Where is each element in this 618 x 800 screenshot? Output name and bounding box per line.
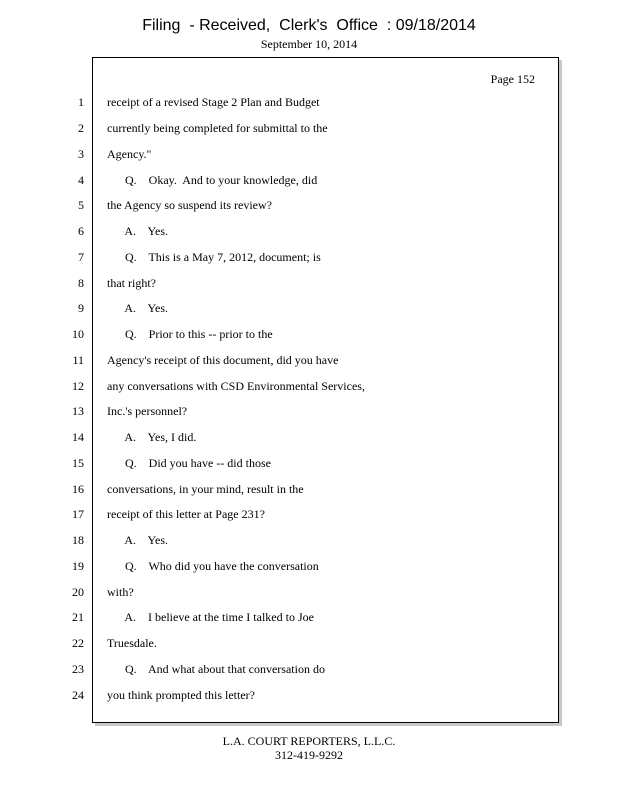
line-number: 14 bbox=[72, 430, 84, 444]
line-number: 19 bbox=[72, 559, 84, 573]
court-reporter-name: L.A. COURT REPORTERS, L.L.C. bbox=[222, 734, 396, 748]
line-text: currently being completed for submittal to the bbox=[107, 121, 328, 135]
line-number: 13 bbox=[72, 404, 84, 418]
line-number: 21 bbox=[72, 610, 84, 624]
line-text: A. Yes. bbox=[107, 533, 169, 547]
line-text: the Agency so suspend its review? bbox=[107, 198, 272, 212]
line-text: Q. This is a May 7, 2012, document; is bbox=[107, 250, 321, 264]
line-number: 9 bbox=[78, 301, 84, 315]
filing-stamp: Filing - Received, Clerk's Office : 09/18/2014 bbox=[142, 17, 476, 34]
line-text: any conversations with CSD Environmental Services, bbox=[107, 379, 365, 393]
line-number: 6 bbox=[78, 224, 84, 238]
line-number: 23 bbox=[72, 662, 84, 676]
line-text: Q. And what about that conversation do bbox=[107, 662, 325, 676]
line-text: Truesdale. bbox=[107, 636, 157, 650]
line-text: A. Yes. bbox=[107, 224, 169, 238]
line-number: 18 bbox=[72, 533, 84, 547]
deposition-date: September 10, 2014 bbox=[260, 37, 358, 51]
line-text: with? bbox=[107, 585, 134, 599]
line-number: 12 bbox=[72, 379, 84, 393]
line-number: 16 bbox=[72, 482, 84, 496]
line-text: that right? bbox=[107, 276, 156, 290]
line-number: 5 bbox=[78, 198, 84, 212]
line-number: 2 bbox=[78, 121, 84, 135]
line-text: Q. Okay. And to your knowledge, did bbox=[107, 173, 318, 187]
line-text: Agency." bbox=[107, 147, 152, 161]
line-number: 24 bbox=[72, 688, 84, 702]
page-number: Page 152 bbox=[490, 72, 535, 86]
line-text: Agency's receipt of this document, did you have bbox=[107, 353, 339, 367]
line-number: 20 bbox=[72, 585, 84, 599]
line-number: 10 bbox=[72, 327, 84, 341]
line-number: 15 bbox=[72, 456, 84, 470]
line-number: 22 bbox=[72, 636, 84, 650]
line-number: 8 bbox=[78, 276, 84, 290]
line-text: A. I believe at the time I talked to Joe bbox=[107, 610, 314, 624]
line-text: Q. Did you have -- did those bbox=[107, 456, 271, 470]
line-number: 7 bbox=[78, 250, 84, 264]
line-text: Inc.'s personnel? bbox=[107, 404, 188, 418]
line-number: 1 bbox=[78, 95, 84, 109]
line-text: Q. Prior to this -- prior to the bbox=[107, 327, 273, 341]
line-text: you think prompted this letter? bbox=[107, 688, 255, 702]
line-number: 17 bbox=[72, 507, 84, 521]
line-text: A. Yes, I did. bbox=[107, 430, 197, 444]
line-number: 11 bbox=[72, 353, 84, 367]
line-number: 4 bbox=[78, 173, 84, 187]
line-text: conversations, in your mind, result in the bbox=[107, 482, 304, 496]
line-text: receipt of this letter at Page 231? bbox=[107, 507, 265, 521]
line-text: receipt of a revised Stage 2 Plan and Budget bbox=[107, 95, 320, 109]
court-reporter-phone: 312-419-9292 bbox=[275, 748, 343, 762]
line-text: Q. Who did you have the conversation bbox=[107, 559, 319, 573]
line-number: 3 bbox=[78, 147, 84, 161]
line-text: A. Yes. bbox=[107, 301, 169, 315]
